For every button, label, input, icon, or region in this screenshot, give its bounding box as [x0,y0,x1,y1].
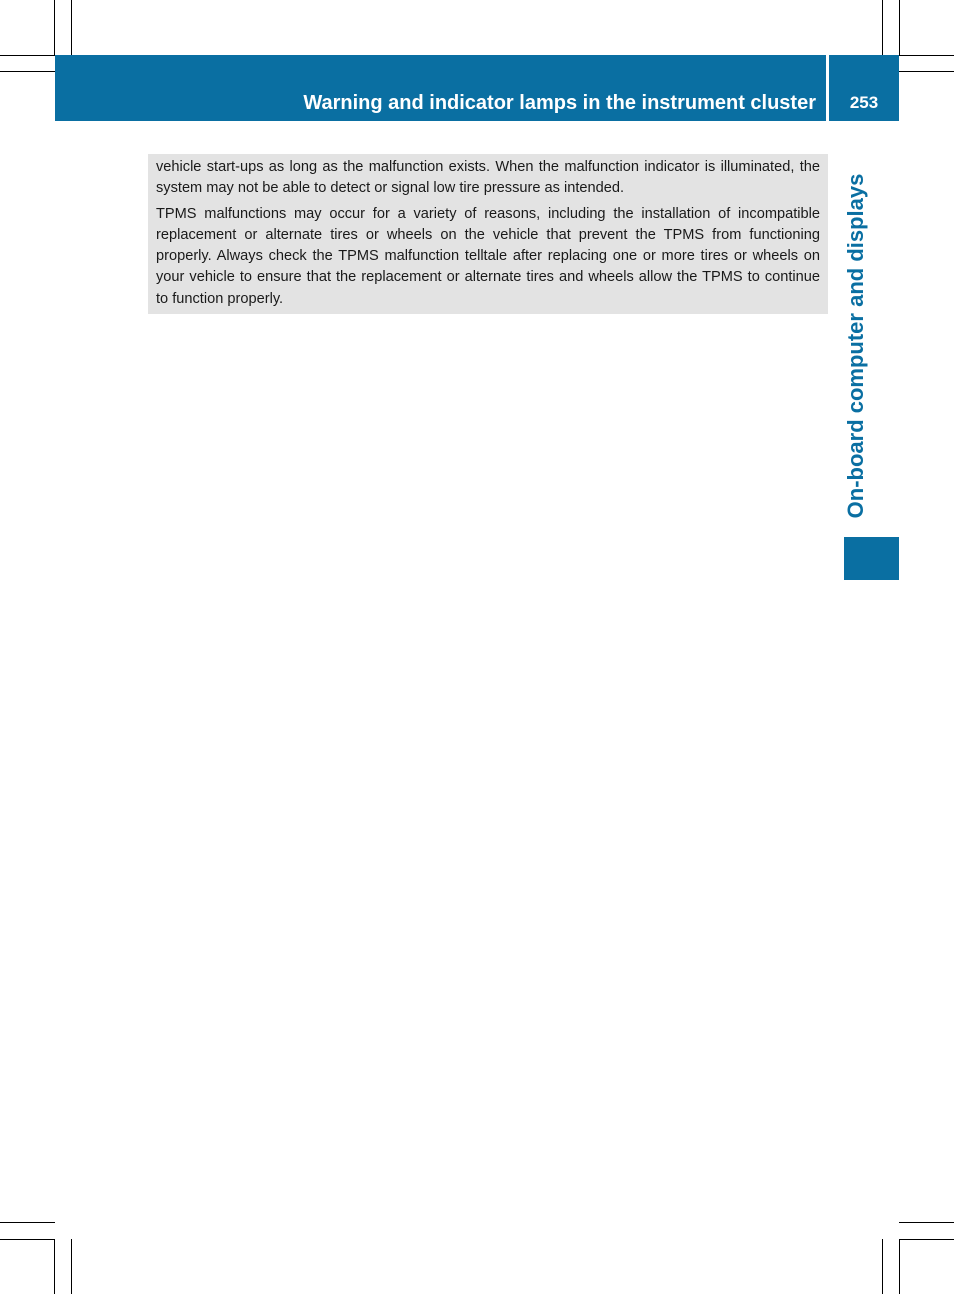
crop-mark [0,71,55,72]
crop-mark [71,0,72,55]
crop-mark [882,1239,883,1294]
section-label [841,165,871,527]
page-number: 253 [849,93,879,112]
crop-mark [882,0,883,55]
crop-mark [0,55,55,56]
section-label-text: On-board computer and displays [843,173,868,519]
crop-mark [54,1239,55,1294]
crop-mark [54,0,55,55]
crop-mark [899,1239,900,1294]
crop-mark [0,1239,55,1240]
page-title: Warning and indicator lamps in the instrument cluster [303,92,816,114]
note-paragraph: TPMS malfunctions may occur for a variety of reasons, including the installation of incompatible replacement or alternate tires or wheels on the vehicle that prevent the TPMS from functioning properly. Always check the TPMS malfunction telltale after replacing one or more tires or wheels on your vehicle to ensure that the replacement or alternate tires and wheels allow the TPMS to continue to function properly. [156,205,820,307]
crop-mark [899,71,954,72]
crop-mark [899,1222,954,1223]
crop-mark [899,1239,954,1240]
page-number-box [829,55,899,121]
header-bar [55,55,826,121]
note-paragraph: vehicle start-ups as long as the malfunction exists. When the malfunction indicator is illuminated, the system may not be able to detect or signal low tire pressure as intended. [156,159,820,197]
section-tab-marker [844,537,899,580]
note-box [148,154,828,314]
crop-mark [71,1239,72,1294]
crop-mark [899,0,900,55]
crop-mark [899,55,954,56]
crop-mark [0,1222,55,1223]
